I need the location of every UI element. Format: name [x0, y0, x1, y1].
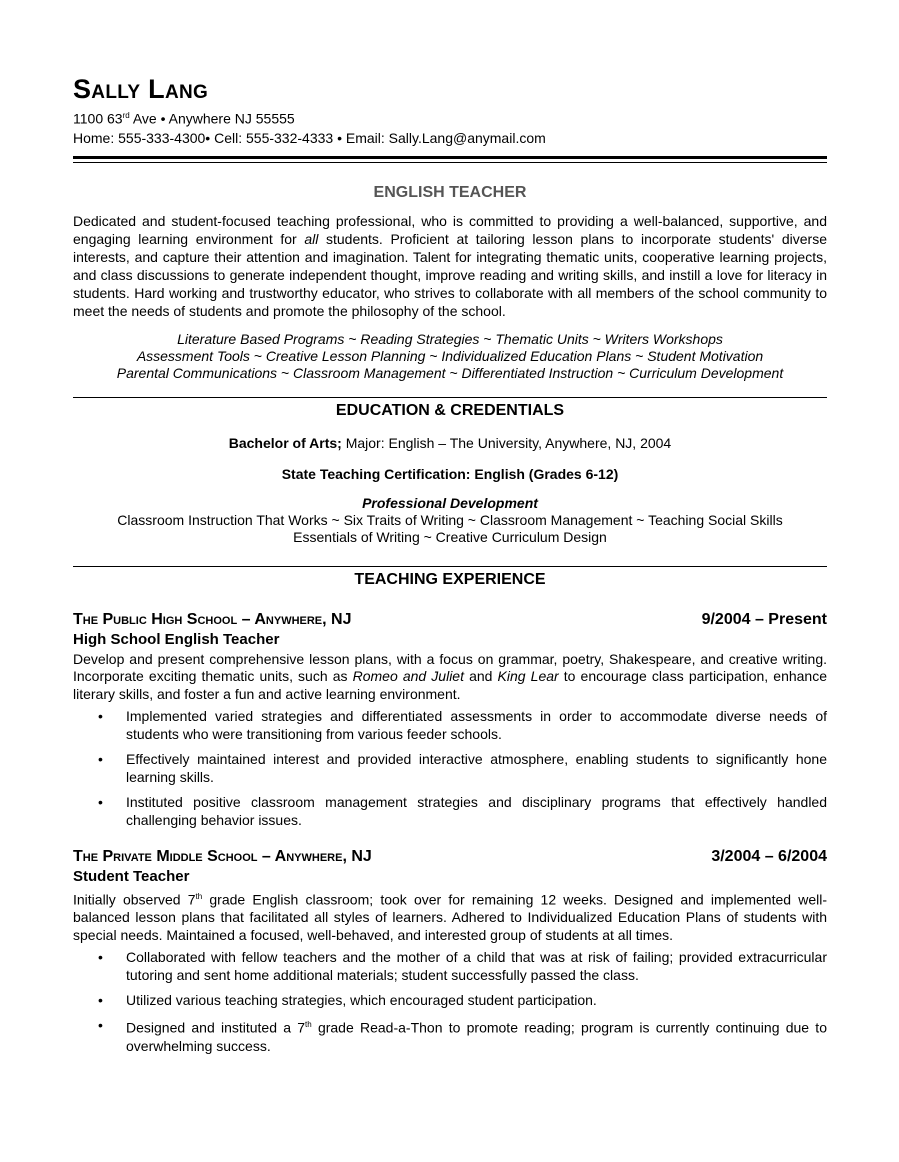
job-entry	[73, 610, 827, 830]
job-description	[73, 651, 827, 704]
objective-title: ENGLISH TEACHER	[373, 183, 527, 201]
job-desc-text: grade English classroom; took over for remaining 12 weeks. Designed and implemented well-balanced lesson plans that facilitated all styles of learners. Adhered to Individualized Education Plans of students with special needs. Maintained a focused, well-behaved, and interested group of students at all times.	[73, 891, 827, 943]
job-header	[73, 847, 827, 867]
job-desc-emphasis: King Lear	[497, 668, 559, 685]
degree-line	[73, 435, 827, 452]
keywords-line: Assessment Tools ~ Creative Lesson Planning ~ Individualized Education Plans ~ Student Motivation	[136, 347, 764, 364]
bullet-item	[73, 707, 827, 743]
address-street: Ave • Anywhere NJ 55555	[129, 110, 295, 127]
bullet-item	[73, 991, 827, 1009]
employer-name: The Public High School – Anywhere, NJ	[73, 610, 352, 628]
bullet-text: Instituted positive classroom management strategies and disciplinary programs that effectively handled challenging behavior issues.	[126, 794, 827, 829]
keywords-block	[73, 331, 827, 382]
certification-line: State Teaching Certification: English (Grades 6-12)	[281, 465, 619, 482]
summary-paragraph	[73, 212, 827, 320]
employer-name: The Private Middle School – Anywhere, NJ	[73, 848, 372, 866]
bullet-icon: •	[98, 794, 103, 811]
job-bullets	[73, 948, 827, 1055]
summary-text-2: students. Proficient at tailoring lesson plans to incorporate students' diverse interests, and capture their attention and imagination. Talent for integrating thematic units, cooperative learning projects, and class discussions to generate independent thought, improve reading and writing skills, and instill a love for literacy in students. Hard working and trustworthy educator, who strives to collaborate with all members of the school community to meet the needs of students and promote the philosophy of the school.	[73, 230, 827, 319]
job-entry	[73, 847, 827, 1055]
job-description	[73, 888, 827, 944]
pd-line: Essentials of Writing ~ Creative Curriculum Design	[293, 528, 607, 545]
bullet-text: Utilized various teaching strategies, which encouraged student participation.	[126, 992, 597, 1009]
ordinal-suffix: th	[195, 892, 203, 902]
header-divider	[73, 156, 827, 163]
address-number: 1100 63	[73, 110, 123, 127]
resume-content	[73, 72, 827, 1062]
bullet-text: Effectively maintained interest and provided interactive atmosphere, enabling students to significantly hone learning skills.	[126, 751, 827, 786]
section-divider	[73, 397, 827, 398]
bullet-text: Collaborated with fellow teachers and the mother of a child that was at risk of failing; provided extracurricular tutoring and sent home additional materials; student successfully passed the class.	[126, 949, 827, 984]
education-section-title: EDUCATION & CREDENTIALS	[335, 401, 565, 419]
job-desc-text: Develop and present comprehensive lesson plans, with a focus on grammar, poetry, Shakespeare, and creative writing. Incorporate exciting thematic units, such as	[73, 650, 827, 685]
pd-line: Classroom Instruction That Works ~ Six Traits of Writing ~ Classroom Management ~ Teaching Social Skills	[117, 511, 783, 528]
ordinal-suffix: th	[305, 1020, 312, 1030]
bullet-icon: •	[98, 1017, 103, 1034]
bullet-item	[73, 793, 827, 829]
job-title: Student Teacher	[73, 868, 190, 886]
bullet-text: Implemented varied strategies and differentiated assessments in order to accommodate diverse needs of students who were transitioning from various feeder schools.	[126, 708, 827, 743]
candidate-name: Sally Lang	[73, 74, 209, 104]
bullet-item	[73, 750, 827, 786]
job-dates: 9/2004 – Present	[701, 610, 827, 628]
job-desc-text: to encourage class participation, enhance literary skills, and foster a fun and active learning environment.	[73, 668, 828, 702]
summary-emphasis: all	[304, 230, 319, 247]
degree-detail: Major: English – The University, Anywhere, NJ, 2004	[341, 434, 672, 451]
bullet-icon: •	[98, 992, 103, 1009]
professional-development-title: Professional Development	[362, 494, 538, 511]
bullet-text: Designed and instituted a 7	[126, 1019, 306, 1036]
job-bullets	[73, 707, 827, 829]
section-divider	[73, 566, 827, 567]
job-desc-emphasis: Romeo and Juliet	[352, 668, 464, 685]
experience-section-title: TEACHING EXPERIENCE	[354, 570, 546, 588]
bullet-icon: •	[98, 708, 103, 725]
summary-text-1: Dedicated and student-focused teaching professional, who is committed to providing a well-balanced, supportive, and engaging learning environment for	[73, 212, 827, 247]
bullet-icon: •	[98, 751, 103, 768]
job-title: High School English Teacher	[73, 630, 280, 648]
keywords-line: Parental Communications ~ Classroom Management ~ Differentiated Instruction ~ Curriculum Development	[116, 364, 784, 381]
bullet-item	[73, 1016, 827, 1055]
education-block	[73, 435, 827, 546]
job-desc-text: and	[463, 668, 498, 685]
bullet-icon: •	[98, 949, 103, 966]
address-line	[73, 106, 827, 129]
address-ordinal: rd	[122, 111, 130, 120]
degree-label: Bachelor of Arts;	[228, 434, 342, 451]
keywords-line: Literature Based Programs ~ Reading Strategies ~ Thematic Units ~ Writers Workshops	[177, 330, 723, 347]
bullet-item	[73, 948, 827, 984]
job-dates: 3/2004 – 6/2004	[711, 848, 827, 866]
bullet-text: grade Read-a-Thon to promote reading; program is currently continuing due to overwhelming success.	[126, 1019, 827, 1054]
contact-line: Home: 555-333-4300• Cell: 555-332-4333 • Email: Sally.Lang@anymail.com	[73, 129, 546, 146]
job-header	[73, 610, 827, 630]
job-desc-text: Initially observed 7	[73, 891, 196, 908]
